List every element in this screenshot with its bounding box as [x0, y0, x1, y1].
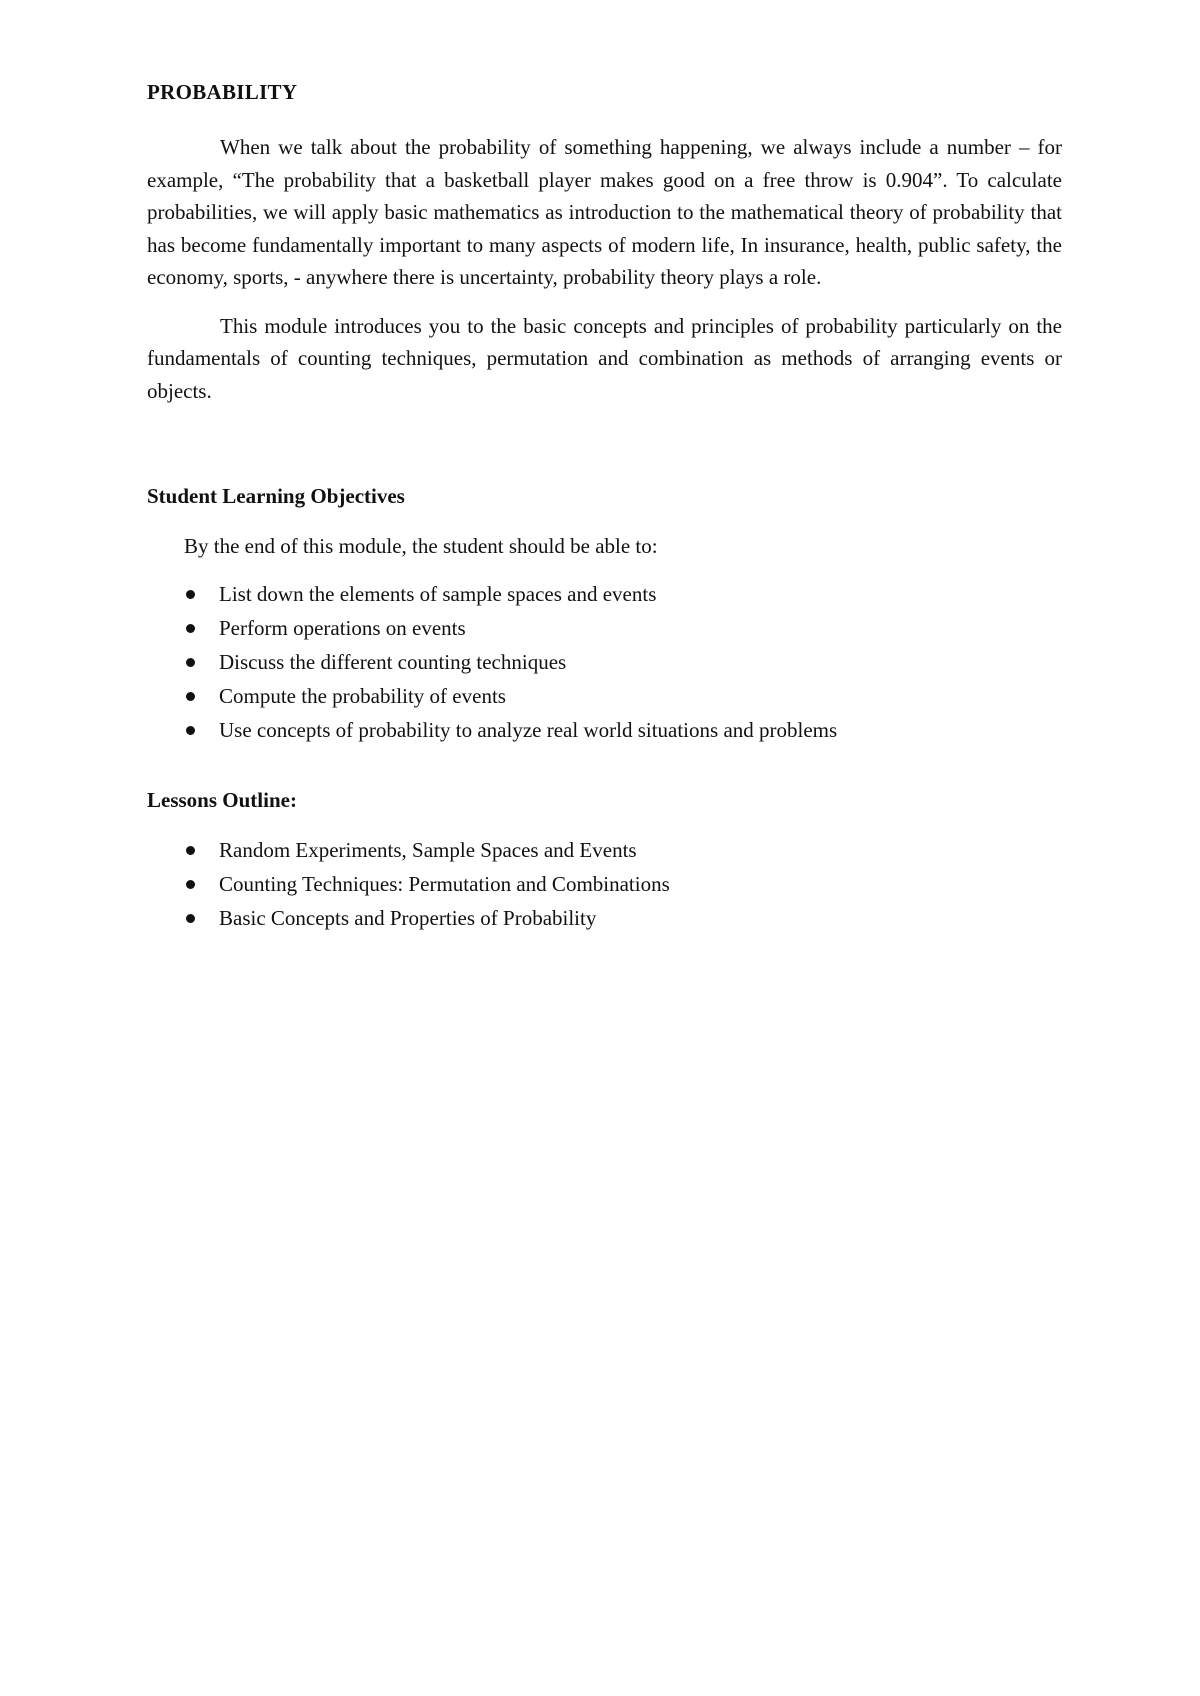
list-item-text: Random Experiments, Sample Spaces and Events: [219, 838, 637, 862]
intro-paragraph: When we talk about the probability of something happening, we always include a number – for example, “The probability that a basketball player makes good on a free throw is 0.904”. To calculate probabilities, we will apply basic mathematics as introduction to the mathematical theory of probability that has become fundamentally important to many aspects of modern life, In insurance, health, public safety, the economy, sports, - anywhere there is uncertainty, probability theory plays a role.: [147, 135, 1062, 289]
list-item-text: Compute the probability of events: [219, 684, 506, 708]
document-title: PROBABILITY: [147, 80, 298, 104]
bullet-icon: [186, 880, 195, 889]
bullet-icon: [186, 624, 195, 633]
list-item: [147, 901, 1062, 935]
objectives-list: [147, 577, 1062, 747]
list-item-text: Perform operations on events: [219, 616, 466, 640]
list-item: [147, 577, 1062, 611]
list-item-text: Basic Concepts and Properties of Probability: [219, 906, 597, 930]
objectives-heading: Student Learning Objectives: [147, 484, 405, 508]
module-description-paragraph: This module introduces you to the basic concepts and principles of probability particularly on the fundamentals of counting techniques, permutation and combination as methods of arranging events or objects.: [147, 313, 1062, 403]
bullet-icon: [186, 846, 195, 855]
bullet-icon: [186, 692, 195, 701]
document-content: [147, 77, 1062, 935]
list-item-text: List down the elements of sample spaces and events: [219, 582, 657, 606]
outline-heading: Lessons Outline:: [147, 788, 297, 812]
list-item: [147, 679, 1062, 713]
list-item: [147, 713, 1062, 747]
objectives-intro: By the end of this module, the student should be able to:: [184, 534, 658, 558]
list-item: [147, 611, 1062, 645]
list-item: [147, 645, 1062, 679]
bullet-icon: [186, 914, 195, 923]
list-item: [147, 867, 1062, 901]
bullet-icon: [186, 726, 195, 735]
list-item-text: Counting Techniques: Permutation and Combinations: [219, 872, 670, 896]
bullet-icon: [186, 658, 195, 667]
bullet-icon: [186, 590, 195, 599]
outline-list: [147, 833, 1062, 935]
list-item-text: Discuss the different counting techniques: [219, 650, 567, 674]
list-item-text: Use concepts of probability to analyze real world situations and problems: [219, 718, 838, 742]
list-item: [147, 833, 1062, 867]
